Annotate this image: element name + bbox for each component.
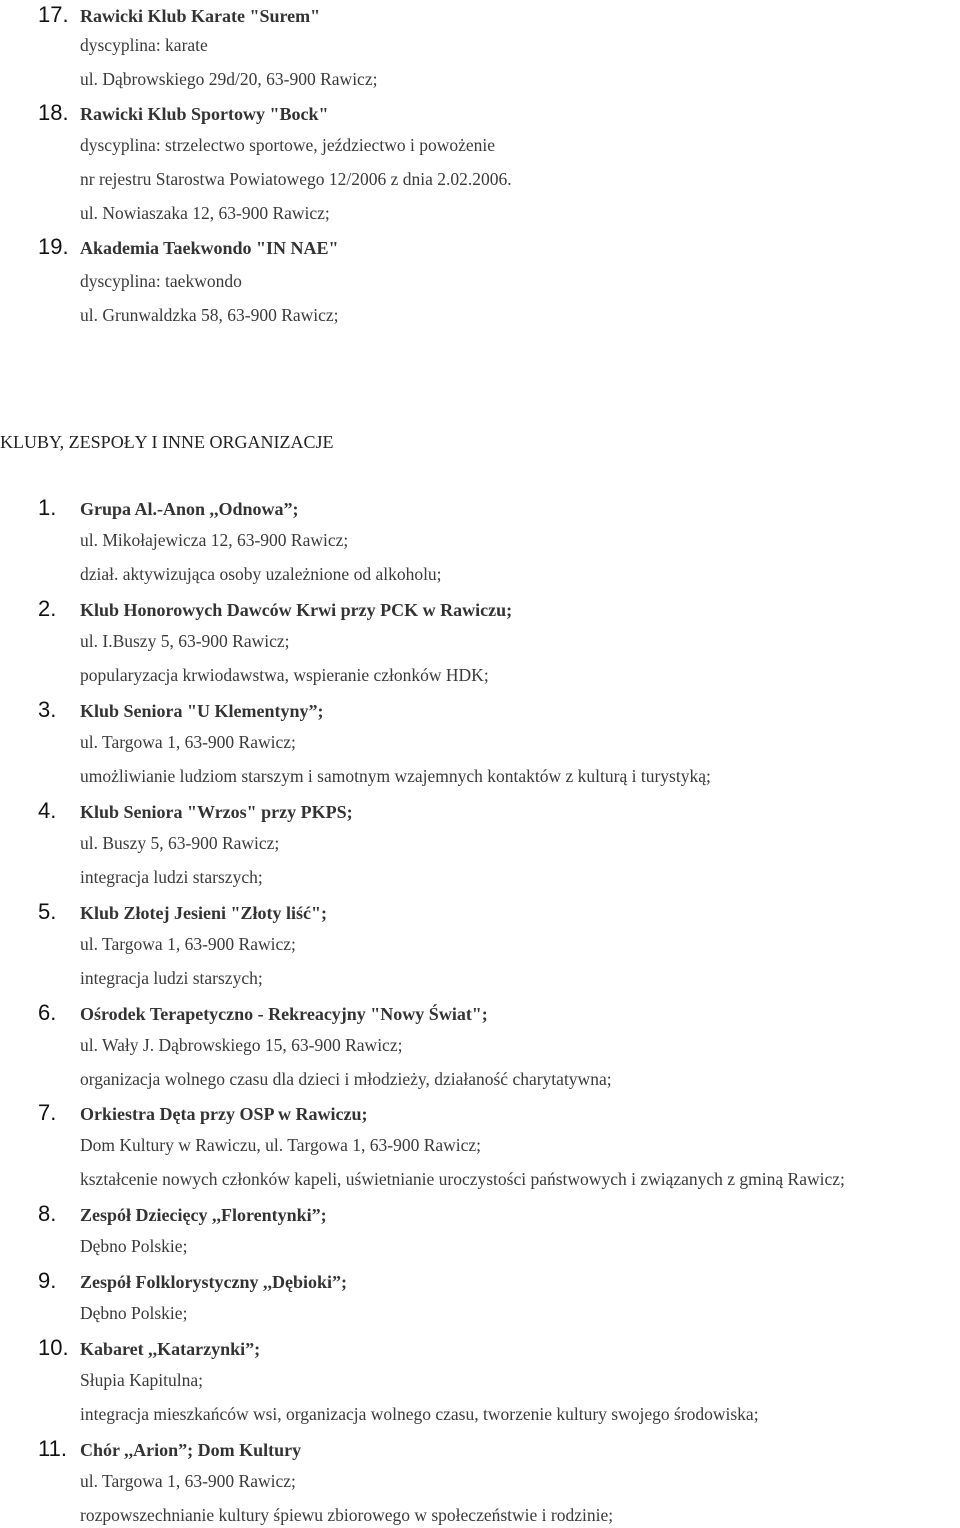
item-number: 4. [38,798,57,823]
item-title: Klub Seniora "Wrzos" przy PKPS; [80,802,353,822]
item-detail-description: kształcenie nowych członków kapeli, uświetnianie uroczystości państwowych i związanych z gminą Rawicz; [80,1169,845,1189]
item-detail-description: rozpowszechnianie kultury śpiewu zbiorowego w społeczeństwie i rodzinie; [80,1505,614,1525]
item-detail-address: Dom Kultury w Rawiczu, ul. Targowa 1, 63-900 Rawicz; [80,1135,482,1155]
item-detail-description: popularyzacja krwiodawstwa, wspieranie członków HDK; [80,665,489,685]
item-detail-description: umożliwianie ludziom starszym i samotnym wzajemnych kontaktów z kulturą i turystyką; [80,766,711,786]
item-title: Zespół Folklorystyczny ,,Dębioki”; [80,1272,348,1292]
item-detail-address: ul. Mikołajewicza 12, 63-900 Rawicz; [80,530,349,550]
item-detail-address: ul. Targowa 1, 63-900 Rawicz; [80,934,296,954]
item-title: Klub Złotej Jesieni "Złoty liść"; [80,903,327,923]
item-detail-address: ul. Targowa 1, 63-900 Rawicz; [80,732,296,752]
item-detail-address: ul. I.Buszy 5, 63-900 Rawicz; [80,631,290,651]
item-detail-discipline: dyscyplina: strzelectwo sportowe, jeździectwo i powożenie [80,135,495,155]
item-detail-address: ul. Targowa 1, 63-900 Rawicz; [80,1471,296,1491]
item-detail-address: ul. Wały J. Dąbrowskiego 15, 63-900 Rawicz; [80,1035,403,1055]
item-number: 2. [38,596,57,621]
item-title: Zespół Dziecięcy ,,Florentynki”; [80,1205,327,1225]
item-title: Akademia Taekwondo "IN NAE" [80,238,339,258]
item-title: Orkiestra Dęta przy OSP w Rawiczu; [80,1104,368,1124]
item-number: 19. [38,234,69,259]
item-detail-address: ul. Grunwaldzka 58, 63-900 Rawicz; [80,305,339,325]
item-number: 17. [38,2,69,27]
item-number: 8. [38,1201,57,1226]
item-detail-description: dział. aktywizująca osoby uzależnione od alkoholu; [80,564,442,584]
item-number: 7. [38,1100,57,1125]
item-detail-location: Dębno Polskie; [80,1303,188,1323]
item-number: 18. [38,100,69,125]
item-detail-location: Słupia Kapitulna; [80,1370,203,1390]
item-title: Klub Honorowych Dawców Krwi przy PCK w Rawiczu; [80,600,513,620]
item-number: 10. [38,1335,69,1360]
item-title: Rawicki Klub Sportowy "Bock" [80,104,329,124]
item-number: 3. [38,697,57,722]
item-title: Chór ,,Arion”; Dom Kultury [80,1440,302,1460]
item-detail-description: integracja ludzi starszych; [80,867,263,887]
item-number: 5. [38,899,57,924]
item-number: 6. [38,1000,57,1025]
item-detail-address: ul. Dąbrowskiego 29d/20, 63-900 Rawicz; [80,69,378,89]
item-detail-description: organizacja wolnego czasu dla dzieci i młodzieży, działaność charytatywna; [80,1069,612,1089]
item-number: 9. [38,1268,57,1293]
item-detail-description: integracja ludzi starszych; [80,968,263,988]
item-title: Kabaret ,,Katarzynki”; [80,1339,261,1359]
item-detail-address: ul. Nowiaszaka 12, 63-900 Rawicz; [80,203,330,223]
item-title: Ośrodek Terapetyczno - Rekreacyjny "Nowy Świat"; [80,1004,488,1024]
item-detail-location: Dębno Polskie; [80,1236,188,1256]
item-title: Grupa Al.-Anon ,,Odnowa”; [80,499,299,519]
item-detail-registry: nr rejestru Starostwa Powiatowego 12/2006 z dnia 2.02.2006. [80,169,512,189]
item-detail-description: integracja mieszkańców wsi, organizacja wolnego czasu, tworzenie kultury swojego środowiska; [80,1404,759,1424]
section-heading: KLUBY, ZESPOŁY I INNE ORGANIZACJE [0,432,334,452]
item-title: Rawicki Klub Karate "Surem" [80,6,321,26]
item-title: Klub Seniora "U Klementyny”; [80,701,324,721]
item-detail-discipline: dyscyplina: karate [80,35,208,55]
item-detail-address: ul. Buszy 5, 63-900 Rawicz; [80,833,280,853]
item-number: 1. [38,495,57,520]
item-detail-discipline: dyscyplina: taekwondo [80,271,242,291]
item-number: 11. [38,1436,67,1461]
